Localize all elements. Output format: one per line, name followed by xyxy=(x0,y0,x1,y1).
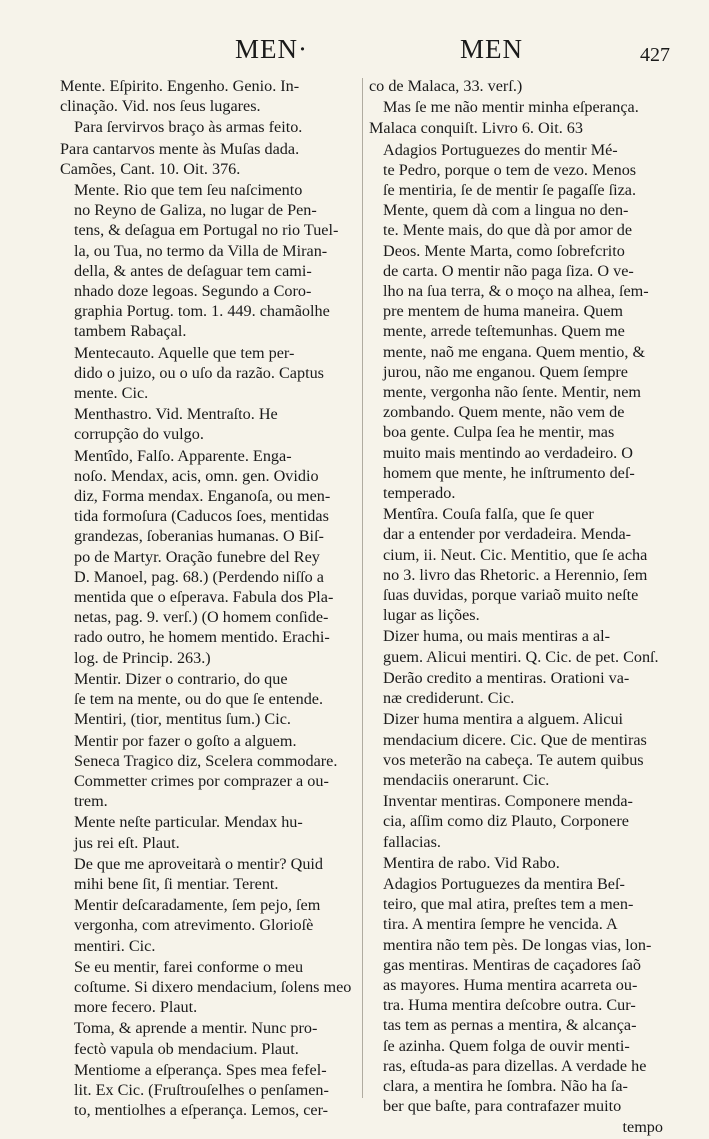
right-headword: MEN xyxy=(460,34,523,64)
text-line: ber que baſte, para contrafazer muito xyxy=(383,1097,622,1116)
dictionary-entry xyxy=(369,76,669,96)
text-line: gas mentiras. Mentiras de caçadores ſaõ xyxy=(383,955,641,974)
dictionary-entry xyxy=(60,139,356,179)
text-line: Para ſervirvos braço às armas feito. xyxy=(74,118,303,137)
text-line: tas tem as pernas a mentira, & alcança- xyxy=(383,1016,637,1035)
text-line: mente. Cic. xyxy=(74,384,149,403)
text-line: noſo. Mendax, acis, omn. gen. Ovidio xyxy=(74,466,319,485)
text-line: cium, ii. Neut. Cic. Mentitio, que ſe acha xyxy=(383,545,648,564)
dictionary-entry xyxy=(369,504,669,625)
dictionary-entry xyxy=(60,854,356,894)
text-line: zombando. Quem mente, não vem de xyxy=(383,403,625,422)
text-line: Camões, Cant. 10. Oit. 376. xyxy=(60,159,241,178)
text-line: tambem Rabaçal. xyxy=(74,322,187,341)
text-line: Adagios Portuguezes do mentir Mé- xyxy=(383,140,618,159)
text-line: Mentecauto. Aquelle que tem per- xyxy=(74,343,295,362)
text-line: tida formoſura (Caducos ſoes, mentidas xyxy=(74,507,329,526)
text-line: muito mais mentindo ao verdadeiro. O xyxy=(383,443,633,462)
text-line: dar a entender por verdadeira. Menda- xyxy=(383,525,632,544)
text-line: lho na ſua terra, & o moço na alhea, ſem- xyxy=(383,282,649,301)
dictionary-entry xyxy=(60,117,356,137)
text-line: tira. A mentira ſempre he vencida. A xyxy=(383,915,618,934)
text-line: Mente. Rio que tem ſeu naſcimento xyxy=(74,181,303,200)
text-line: Dizer huma, ou mais mentiras a al- xyxy=(383,627,610,646)
text-line: Malaca conquiſt. Livro 6. Oit. 63 xyxy=(369,119,583,138)
text-line: ſuas duvidas, porque variaõ muito neſte xyxy=(383,586,639,605)
dictionary-entry xyxy=(60,1018,356,1058)
text-line: diz, Forma mendax. Enganoſa, ou men- xyxy=(74,487,331,506)
text-line: Mentiri, (tior, mentitus ſum.) Cic. xyxy=(74,710,291,729)
text-line: ras, eſtuda-as para dizellas. A verdade he xyxy=(383,1056,647,1075)
text-line: tra. Huma mentira deſcobre outra. Cur- xyxy=(383,996,636,1015)
text-line: De que me aproveitarà o mentir? Quid xyxy=(74,854,324,873)
text-line: Seneca Tragico diz, Scelera commodare. xyxy=(74,751,338,770)
text-line: Menthastro. Vid. Mentraſto. He xyxy=(74,405,278,424)
text-line: mentiri. Cic. xyxy=(74,936,156,955)
text-line: trem. xyxy=(74,792,108,811)
text-line: mente, naõ me engana. Quem mentio, & xyxy=(383,342,646,361)
text-line: Mente, quem dà com a lingua no den- xyxy=(383,201,629,220)
text-line: Mentir deſcaradamente, ſem pejo, ſem xyxy=(74,896,321,915)
text-line: mihi bene ſit, ſi mentiar. Terent. xyxy=(74,874,279,893)
text-line: della, & antes de deſaguar tem cami- xyxy=(74,261,312,280)
text-line: Mente neſte particular. Mendax hu- xyxy=(74,813,303,832)
text-line: po de Martyr. Oração funebre del Rey xyxy=(74,547,320,566)
text-line: Mentir. Dizer o contrario, do que xyxy=(74,669,288,688)
text-line: homem que mente, he inſtrumento deſ- xyxy=(383,463,635,482)
text-line: de carta. O mentir não paga ſiza. O ve- xyxy=(383,261,634,280)
dictionary-entry xyxy=(60,404,356,444)
text-line: tempo xyxy=(622,1118,663,1137)
dictionary-entry xyxy=(369,626,669,666)
dictionary-entry xyxy=(369,97,669,117)
text-line: graphia Portug. tom. 1. 449. chamãolhe xyxy=(74,302,330,321)
dictionary-entry xyxy=(60,669,356,730)
text-line: coſtume. Si dixero mendacium, ſolens meo xyxy=(74,977,352,996)
dictionary-entry xyxy=(60,343,356,404)
text-line: Dizer huma mentira a alguem. Alicui xyxy=(383,710,624,729)
right-column xyxy=(369,76,669,1139)
text-line: mentida que o eſperava. Fabula dos Pla- xyxy=(74,588,334,607)
text-line: cia, aſſim como diz Plauto, Corponere xyxy=(383,812,629,831)
dictionary-entry xyxy=(60,446,356,668)
text-line: grandezas, ſoberanias humanas. O Biſ- xyxy=(74,527,324,546)
text-line: dido o juizo, ou o uſo da razão. Captus xyxy=(74,363,324,382)
column-divider xyxy=(362,78,363,1098)
left-column xyxy=(60,76,356,1121)
text-line: Commetter crimes por comprazer a ou- xyxy=(74,771,329,790)
text-line: næ crediderunt. Cic. xyxy=(383,689,515,708)
text-line: tens, & deſagua em Portugal no rio Tuel- xyxy=(74,221,339,240)
text-line: mentira não tem pès. De longas vias, lon- xyxy=(383,935,652,954)
text-line: vergonha, com atrevimento. Glorioſè xyxy=(74,916,314,935)
dictionary-entry xyxy=(369,874,669,1116)
text-line: as mayores. Huma mentira acarreta ou- xyxy=(383,975,638,994)
text-line: log. de Princip. 263.) xyxy=(74,648,211,667)
text-line: to, mentiolhes a eſperança. Lemos, cer- xyxy=(74,1101,329,1120)
dictionary-entry xyxy=(60,895,356,956)
dictionary-entry xyxy=(369,709,669,790)
text-line: te Pedro, porque o tem de vezo. Menos xyxy=(383,160,637,179)
running-header xyxy=(60,30,670,70)
text-line: clinação. Vid. nos ſeus lugares. xyxy=(60,97,261,116)
text-line: fectò vapula ob mendacium. Plaut. xyxy=(74,1039,299,1058)
text-line: Toma, & aprende a mentir. Nunc pro- xyxy=(74,1019,318,1038)
text-line: la, ou Tua, no termo da Villa de Miran- xyxy=(74,241,328,260)
dictionary-entry xyxy=(60,731,356,812)
text-line: lugar as lições. xyxy=(383,606,480,625)
text-line: co de Malaca, 33. verſ.) xyxy=(369,77,523,95)
dictionary-entry xyxy=(369,1117,669,1137)
text-line: jurou, não me enganou. Quem ſempre xyxy=(383,362,628,381)
text-line: ſe azinha. Quem folga de ouvir menti- xyxy=(383,1036,630,1055)
dictionary-entry xyxy=(60,76,356,116)
dictionary-entry xyxy=(60,180,356,342)
text-line: Mente. Eſpirito. Engenho. Genio. In- xyxy=(60,77,300,95)
text-line: mente, arrede teſtemunhas. Quem me xyxy=(383,322,625,341)
dictionary-entry xyxy=(369,118,669,138)
text-line: guem. Alicui mentiri. Q. Cic. de pet. Conſ. xyxy=(383,647,659,666)
dictionary-entry xyxy=(369,668,669,708)
text-line: mendaciis onerarunt. Cic. xyxy=(383,770,550,789)
dictionary-entry xyxy=(369,791,669,852)
text-line: jus rei eſt. Plaut. xyxy=(74,833,180,852)
text-line: clara, a mentira he ſombra. Não ha ſa- xyxy=(383,1076,628,1095)
text-line: Mas ſe me não mentir minha eſperança. xyxy=(383,98,639,117)
text-line: netas, pag. 9. verſ.) (O homem conſide- xyxy=(74,608,329,627)
page-number: 427 xyxy=(640,44,670,66)
text-line: fallacias. xyxy=(383,832,441,851)
text-line: ſe tem na mente, ou do que ſe entende. xyxy=(74,690,324,709)
text-line: mente, vergonha não ſente. Mentir, nem xyxy=(383,383,641,402)
text-line: Derão credito a mentiras. Orationi va- xyxy=(383,668,630,687)
text-line: Mentîra. Couſa falſa, que ſe quer xyxy=(383,505,594,524)
text-line: Mentiome a eſperança. Spes mea fefel- xyxy=(74,1060,327,1079)
text-line: Adagios Portuguezes da mentira Beſ- xyxy=(383,874,625,893)
text-line: Inventar mentiras. Componere menda- xyxy=(383,792,633,811)
text-line: D. Manoel, pag. 68.) (Perdendo niſſo a xyxy=(74,567,324,586)
dictionary-entry xyxy=(60,957,356,1018)
text-line: no 3. livro das Rhetoric. a Herennio, ſem xyxy=(383,565,648,584)
text-line: ſe mentiria, ſe de mentir ſe pagaſſe ſiza. xyxy=(383,181,637,200)
text-line: Mentira de rabo. Vid Rabo. xyxy=(383,853,560,872)
text-line: mendacium dicere. Cic. Que de mentiras xyxy=(383,730,647,749)
text-line: vos meterão na cabeça. Te autem quibus xyxy=(383,750,644,769)
text-line: boa gente. Culpa ſea he mentir, mas xyxy=(383,423,615,442)
text-line: teiro, que mal atira, preſtes tem a men- xyxy=(383,895,634,914)
text-line: nhado doze legoas. Segundo a Coro- xyxy=(74,282,312,301)
text-line: Mentîdo, Falſo. Apparente. Enga- xyxy=(74,446,292,465)
text-line: no Reyno de Galiza, no lugar de Pen- xyxy=(74,201,317,220)
text-line: lit. Ex Cic. (Fruſtrouſelhes o penſamen- xyxy=(74,1080,329,1099)
text-line: temperado. xyxy=(383,484,456,503)
text-line: corrupção do vulgo. xyxy=(74,425,204,444)
text-line: Para cantarvos mente às Muſas dada. xyxy=(60,139,300,158)
dictionary-entry xyxy=(60,1060,356,1121)
dictionary-entry xyxy=(369,140,669,504)
text-line: Se eu mentir, farei conforme o meu xyxy=(74,957,304,976)
text-line: rado outro, he homem mentido. Erachi- xyxy=(74,628,330,647)
dictionary-entry xyxy=(60,812,356,852)
text-line: te. Mente mais, do que dà por amor de xyxy=(383,221,633,240)
left-headword: MEN· xyxy=(235,34,308,64)
text-line: pre mentem de huma maneira. Quem xyxy=(383,302,624,321)
dictionary-entry xyxy=(369,853,669,873)
text-line: Deos. Mente Marta, como ſobrefcrito xyxy=(383,241,625,260)
text-line: Mentir por fazer o goſto a alguem. xyxy=(74,731,297,750)
text-line: more fecero. Plaut. xyxy=(74,998,198,1017)
